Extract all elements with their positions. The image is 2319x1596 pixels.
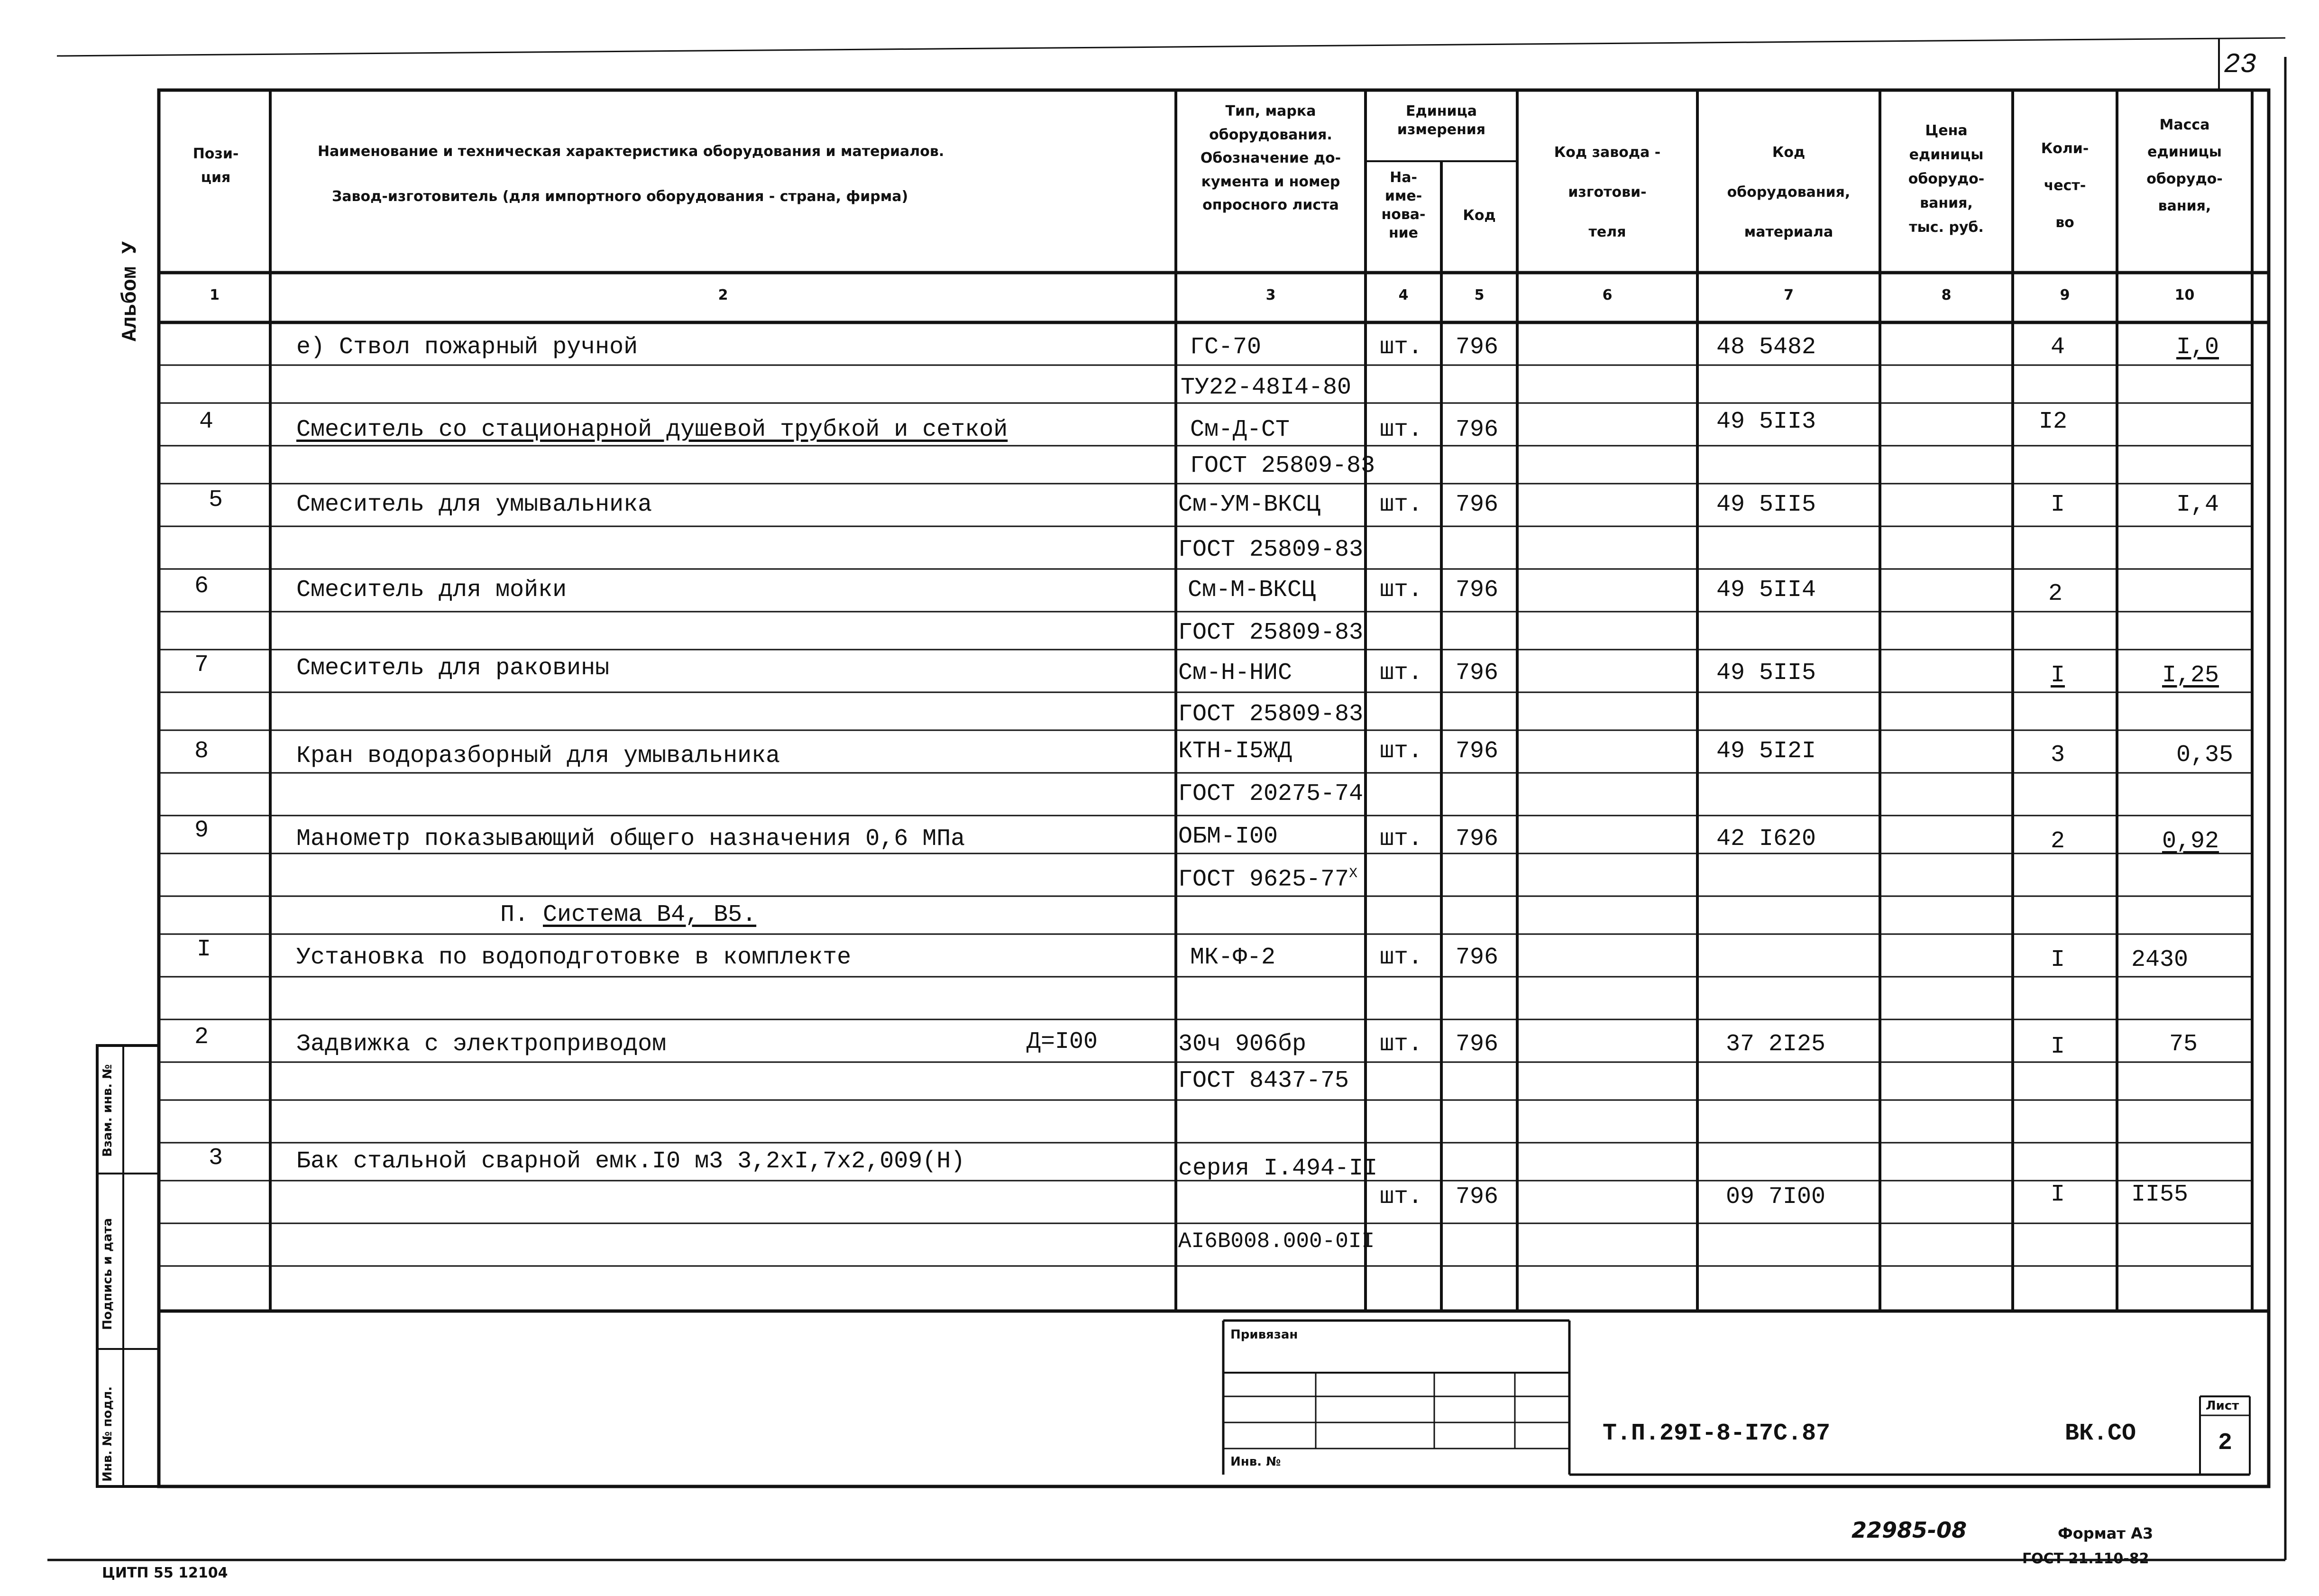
header-unit-code: Код xyxy=(1463,207,1496,224)
row-1-type: ТУ22-48I4-80 xyxy=(1181,374,1352,401)
row-10-unit: шт. xyxy=(1380,738,1423,765)
col-num-9: 9 xyxy=(2060,287,2070,303)
row-12-unit: шт. xyxy=(1380,826,1423,853)
row-12-qty: 2 xyxy=(2051,828,2065,855)
header-name-line2: Завод-изготовитель (для импортного оборудования - страна, фирма) xyxy=(332,188,908,205)
row-21-unit-code: 796 xyxy=(1456,1183,1499,1211)
row-0-type: ГС-70 xyxy=(1190,334,1262,361)
row-6-qty: 2 xyxy=(2048,580,2063,607)
col-num-4: 4 xyxy=(1398,287,1409,303)
row-8-unit: шт. xyxy=(1380,660,1423,687)
header-type: Тип, марка оборудования. Обозначение до- кумента и номер опросного листа xyxy=(1200,103,1341,213)
title-doc-code: Т.П.29I-8-I7С.87 xyxy=(1603,1420,1831,1447)
row-2-qty: I2 xyxy=(2039,408,2068,435)
row-8-qty: I xyxy=(2051,662,2065,689)
row-6-equip-code: 49 5II4 xyxy=(1716,577,1816,604)
title-bound-label: Привязан xyxy=(1230,1328,1298,1342)
corner-sheet-number: 23 xyxy=(2224,50,2257,81)
col-num-1: 1 xyxy=(210,287,220,303)
row-8-equip-code: 49 5II5 xyxy=(1716,660,1816,687)
row-17-unit-code: 796 xyxy=(1456,1031,1499,1058)
row-21-equip-code: 09 7I00 xyxy=(1726,1183,1826,1211)
row-12-unit-code: 796 xyxy=(1456,826,1499,853)
row-20-type: серия I.494-II xyxy=(1178,1155,1378,1182)
row-21-mass: II55 xyxy=(2131,1181,2189,1208)
row-6-unit-code: 796 xyxy=(1456,577,1499,604)
row-15-unit: шт. xyxy=(1380,944,1423,971)
row-6-unit: шт. xyxy=(1380,577,1423,604)
album-label: Альбом У xyxy=(119,241,142,341)
row-8-unit-code: 796 xyxy=(1456,660,1499,687)
row-7-type: ГОСТ 25809-83 xyxy=(1178,619,1364,646)
stamp-original-inv: Инв. № подл. xyxy=(101,1386,115,1482)
row-8-type: См-Н-НИС xyxy=(1178,660,1292,687)
row-17-unit: шт. xyxy=(1380,1031,1423,1058)
row-2-name: Смеситель со стационарной душевой трубкой и сеткой xyxy=(296,416,1008,443)
footer-format: Формат А3 xyxy=(2058,1524,2154,1542)
row-9-type: ГОСТ 25809-83 xyxy=(1178,701,1364,728)
row-14-section-prefix: П. xyxy=(500,901,543,928)
row-10-mass: 0,35 xyxy=(2176,742,2234,769)
title-inv-label: Инв. № xyxy=(1230,1455,1281,1469)
row-4-qty: I xyxy=(2051,491,2065,518)
row-2-unit: шт. xyxy=(1380,416,1423,443)
row-17-type: 30ч 906бр xyxy=(1178,1031,1307,1058)
row-5-type: ГОСТ 25809-83 xyxy=(1178,536,1364,563)
footer-org: ЦИТП 55 12104 xyxy=(102,1565,228,1581)
row-12-pos: 9 xyxy=(194,817,209,844)
row-17-pos: 2 xyxy=(194,1024,209,1051)
row-0-unit: шт. xyxy=(1380,334,1423,361)
col-num-6: 6 xyxy=(1602,287,1613,303)
header-mass: Масса единицы оборудо- вания, xyxy=(2146,117,2223,214)
row-21-qty: I xyxy=(2051,1181,2065,1208)
row-10-name: Кран водоразборный для умывальника xyxy=(296,743,780,770)
row-13-type xyxy=(1178,867,1357,892)
row-10-unit-code: 796 xyxy=(1456,738,1499,765)
row-4-mass: I,4 xyxy=(2176,491,2219,518)
header-equipment-code: Код оборудования, материала xyxy=(1727,144,1851,240)
row-0-equip-code: 48 5482 xyxy=(1716,334,1816,361)
row-12-type: ОБМ-I00 xyxy=(1178,823,1278,850)
footer-gost: ГОСТ 21.110-82 xyxy=(2022,1550,2149,1567)
row-3-type: ГОСТ 25809-83 xyxy=(1190,452,1375,479)
col-num-8: 8 xyxy=(1941,287,1952,303)
row-12-name: Манометр показывающий общего назначения 0,6 МПа xyxy=(296,826,965,853)
row-10-pos: 8 xyxy=(194,738,209,765)
title-sheet-number: 2 xyxy=(2218,1430,2233,1457)
footer-order-number: 22985-08 xyxy=(1852,1517,1967,1543)
row-4-type: См-УМ-ВКСЦ xyxy=(1178,491,1321,518)
row-21-unit: шт. xyxy=(1380,1183,1423,1211)
stamp-signature-date: Подпись и дата xyxy=(101,1218,115,1330)
header-quantity: Коли- чест- во xyxy=(2041,140,2089,231)
row-8-mass: I,25 xyxy=(2162,662,2219,689)
row-11-type: ГОСТ 20275-74 xyxy=(1178,780,1364,807)
header-plant-code: Код завода - изготови- теля xyxy=(1554,144,1661,240)
row-6-type: См-М-ВКСЦ xyxy=(1188,577,1316,604)
col-num-7: 7 xyxy=(1784,287,1794,303)
header-unit-group: Единица измерения xyxy=(1397,103,1486,138)
row-17-equip-code: 37 2I25 xyxy=(1726,1031,1826,1058)
row-13-type-text: ГОСТ 9625-77 xyxy=(1178,866,1349,893)
row-17-qty: I xyxy=(2051,1033,2065,1060)
col-num-2: 2 xyxy=(718,287,728,303)
col-num-10: 10 xyxy=(2174,287,2195,303)
title-sheet-label: Лист xyxy=(2206,1399,2239,1413)
row-12-equip-code: 42 I620 xyxy=(1716,826,1816,853)
row-14-section-title: Система В4, В5. xyxy=(543,901,757,928)
row-6-pos: 6 xyxy=(194,573,209,600)
row-4-unit-code: 796 xyxy=(1456,491,1499,518)
row-4-equip-code: 49 5II5 xyxy=(1716,491,1816,518)
col-num-5: 5 xyxy=(1474,287,1485,303)
row-4-name: Смеситель для умывальника xyxy=(296,491,652,518)
row-10-qty: 3 xyxy=(2051,742,2065,769)
row-14-section xyxy=(500,903,756,927)
row-0-mass: I,0 xyxy=(2176,334,2219,361)
header-name-line1: Наименование и техническая характеристика оборудования и материалов. xyxy=(318,143,944,160)
header-price: Цена единицы оборудо- вания, тыс. руб. xyxy=(1908,122,1985,236)
col-num-3: 3 xyxy=(1265,287,1276,303)
row-4-pos: 5 xyxy=(209,486,223,514)
row-8-name: Смеситель для раковины xyxy=(296,655,610,682)
row-13-type-sup: X xyxy=(1349,866,1358,882)
row-17-mass: 75 xyxy=(2169,1031,2198,1058)
row-15-qty: I xyxy=(2051,946,2065,973)
row-20-pos: 3 xyxy=(209,1145,223,1172)
stamp-replacement-inv: Взам. инв. № xyxy=(101,1064,115,1157)
row-15-type: МК-Ф-2 xyxy=(1190,944,1276,971)
row-15-unit-code: 796 xyxy=(1456,944,1499,971)
header-position: Пози- ция xyxy=(192,146,239,186)
title-doc-mark: ВК.СО xyxy=(2065,1420,2136,1447)
row-0-unit-code: 796 xyxy=(1456,334,1499,361)
row-18-type: ГОСТ 8437-75 xyxy=(1178,1067,1349,1094)
row-10-type: КТН-I5ЖД xyxy=(1178,738,1292,765)
row-15-mass: 2430 xyxy=(2131,946,2189,973)
row-12-mass: 0,92 xyxy=(2162,828,2219,855)
row-20-name: Бак стальной сварной емк.I0 м3 3,2хI,7х2,009(Н) xyxy=(296,1148,965,1175)
row-17-name-right: Д=I00 xyxy=(1027,1028,1098,1055)
row-2-unit-code: 796 xyxy=(1456,416,1499,443)
row-15-pos: I xyxy=(197,936,211,963)
row-4-unit: шт. xyxy=(1380,491,1423,518)
row-2-pos: 4 xyxy=(199,408,214,435)
row-2-equip-code: 49 5II3 xyxy=(1716,408,1816,435)
row-0-qty: 4 xyxy=(2051,334,2065,361)
row-10-equip-code: 49 5I2I xyxy=(1716,738,1816,765)
row-0-name: е) Ствол пожарный ручной xyxy=(296,334,638,361)
row-2-type: См-Д-СТ xyxy=(1190,416,1290,443)
header-unit-name: На- име- нова- ние xyxy=(1381,169,1426,241)
row-15-name: Установка по водоподготовке в комплекте xyxy=(296,944,852,971)
row-8-pos: 7 xyxy=(194,651,209,679)
row-6-name: Смеситель для мойки xyxy=(296,577,567,604)
row-17-name: Задвижка с электроприводом xyxy=(296,1031,667,1058)
row-22-type: AI6B008.000-0II xyxy=(1178,1229,1375,1254)
